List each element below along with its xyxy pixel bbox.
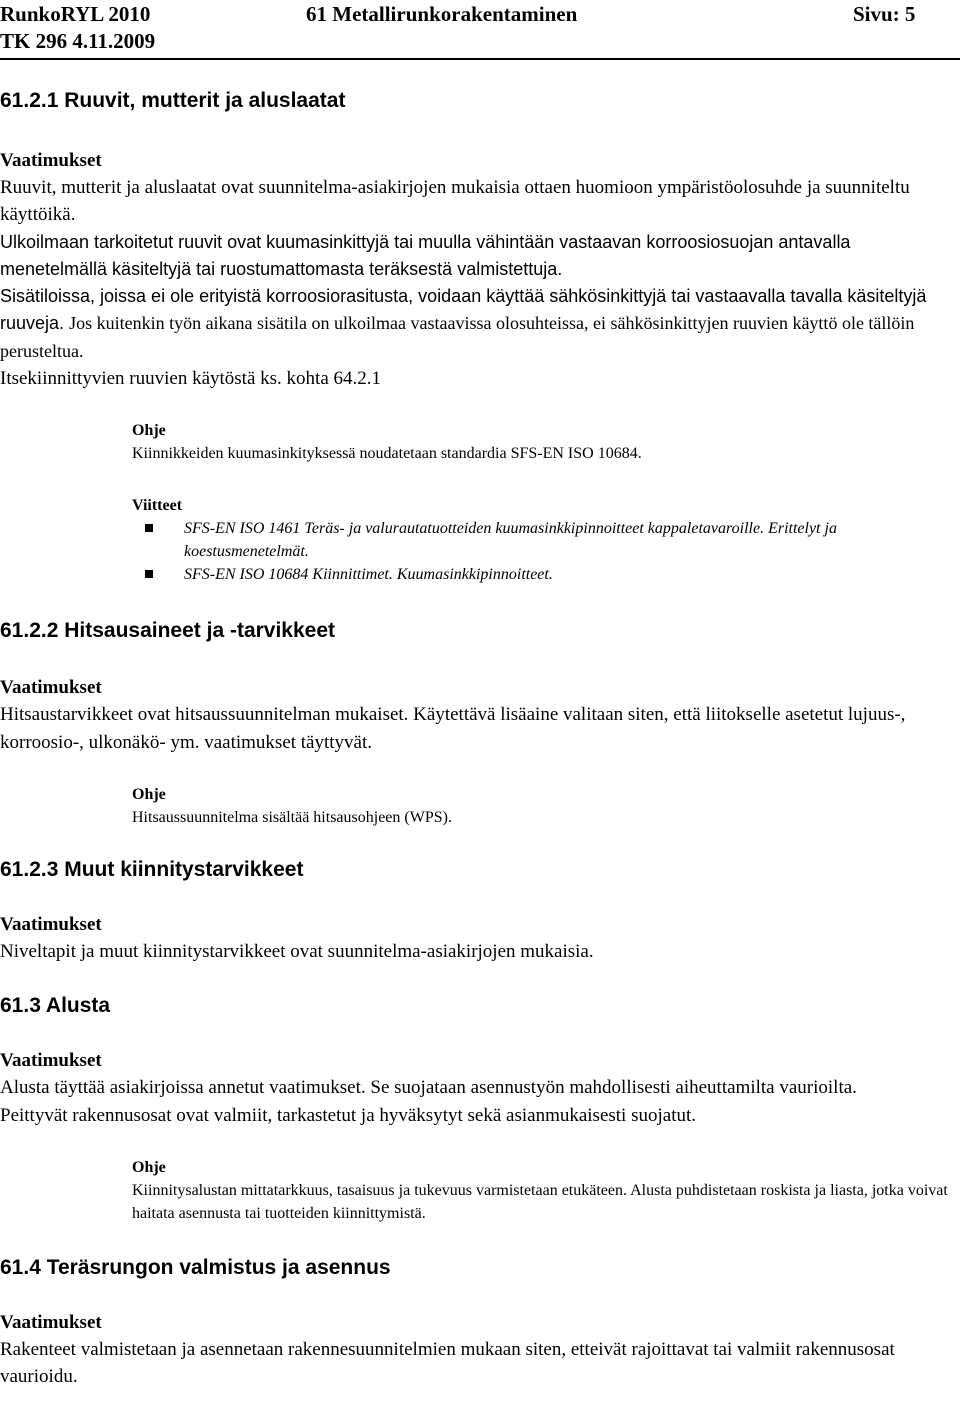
guide-text: Hitsaussuunnitelma sisältää hitsausohjeen (WPS). (132, 808, 452, 826)
page-header (0, 0, 960, 58)
paragraph: Alusta täyttää asiakirjoissa annetut vaatimukset. Se suojataan asennustyön mahdollisesti aiheuttamilta vaurioilta. (0, 1077, 857, 1099)
guide-text: Kiinnikkeiden kuumasinkityksessä noudatetaan standardia SFS-EN ISO 10684. (132, 445, 642, 463)
guide-block (132, 420, 960, 586)
doc-title: RunkoRYL 2010 (0, 2, 151, 26)
bullet-icon (145, 570, 153, 578)
paragraph: Rakenteet valmistetaan ja asennetaan rakennesuunnitelmien mukaan siten, etteivät rajoittavat tai valmiit rakennusosat vaurioidu. (0, 1338, 895, 1388)
header-rule (0, 58, 960, 60)
requirements-label: Vaatimukset (0, 1050, 102, 1072)
guide-label: Ohje (132, 422, 166, 440)
bullet-icon (145, 524, 153, 532)
guide-text: Kiinnitysalustan mittatarkkuus, tasaisuus ja tukevuus varmistetaan etukäteen. Alusta puhdistetaan roskista ja liasta, jotka voivat haitata asennusta tai tuotteiden kiinnittymistä. (132, 1181, 948, 1222)
section-61-2-1 (0, 88, 960, 586)
section-61-2-2 (0, 618, 960, 829)
paragraph: Peittyvät rakennusosat ovat valmiit, tarkastetut ja hyväksytyt sekä asianmukaisesti suojatut. (0, 1104, 696, 1126)
reference-item: SFS-EN ISO 1461 Teräs- ja valurautatuotteiden kuumasinkkipinnoitteet kappaletavaroille. Erittelyt ja koestusmenetelmät. (132, 517, 960, 563)
section-heading: 61.2.1 Ruuvit, mutterit ja aluslaatat (0, 89, 346, 112)
section-heading: 61.3 Alusta (0, 994, 111, 1018)
doc-version: TK 296 4.11.2009 (0, 29, 156, 53)
paragraph: Hitsaustarvikkeet ovat hitsaussuunnitelman mukaiset. Käytettävä lisäaine valitaan siten, että liitokselle asetetut lujuus-, korroosio-, ulkonäkö- ym. vaatimukset täyttyvät. (0, 704, 906, 753)
section-61-2-3 (0, 857, 960, 965)
reference-item: SFS-EN ISO 10684 Kiinnittimet. Kuumasinkkipinnoitteet. (132, 563, 960, 586)
guide-label: Ohje (132, 785, 166, 803)
guide-block (132, 1157, 960, 1225)
paragraph: Ulkoilmaan tarkoitetut ruuvit ovat kuumasinkittyjä tai muulla vähintään vastaavan korroosiosuojan antavalla menetelmällä käsiteltyjä tai ruostumattomasta teräksestä valmistettuja. (0, 231, 851, 279)
guide-block (132, 784, 960, 829)
references-label: Viitteet (132, 497, 183, 515)
section-heading: 61.4 Teräsrungon valmistus ja asennus (0, 1255, 391, 1279)
requirements-label: Vaatimukset (0, 913, 102, 935)
references-list (132, 517, 960, 586)
document-body (0, 88, 960, 1390)
paragraph: Sisätiloissa, joissa ei ole erityistä korroosiorasitusta, voidaan käyttää sähkösinkittyjä tai vastaavalla tavalla käsiteltyjä ruuveja. Jos kuitenkin työn aikana sisätila on ulkoilmaa vastaavissa olosuhteissa, ei sähkösinkittyjen ruuvien käyttö ole tällöin perusteltua. (0, 286, 927, 361)
section-61-4 (0, 1255, 960, 1391)
section-heading: 61.2.2 Hitsausaineet ja -tarvikkeet (0, 619, 336, 643)
guide-label: Ohje (132, 1158, 166, 1176)
page-number: Sivu: 5 (853, 2, 916, 26)
requirements-label: Vaatimukset (0, 677, 102, 699)
section-61-3 (0, 993, 960, 1225)
paragraph: Itsekiinnittyvien ruuvien käytöstä ks. kohta 64.2.1 (0, 368, 382, 390)
requirements-label: Vaatimukset (0, 150, 102, 171)
requirements-label: Vaatimukset (0, 1311, 102, 1333)
paragraph: Niveltapit ja muut kiinnitystarvikkeet ovat suunnitelma-asiakirjojen mukaisia. (0, 940, 594, 962)
chapter-title: 61 Metallirunkorakentaminen (306, 2, 578, 26)
section-heading: 61.2.3 Muut kiinnitystarvikkeet (0, 857, 304, 881)
paragraph: Ruuvit, mutterit ja aluslaatat ovat suunnitelma-asiakirjojen mukaisia ottaen huomioon ympäristöolosuhde ja suunniteltu käyttöikä. (0, 177, 910, 226)
